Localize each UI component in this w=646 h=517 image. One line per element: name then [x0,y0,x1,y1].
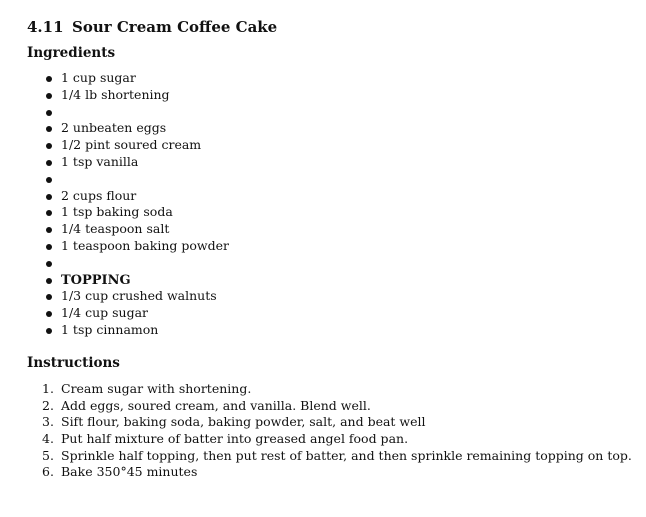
bullet-icon [46,110,52,116]
bullet-icon [46,93,52,99]
step-number: 5. [42,447,54,463]
step-number: 2. [42,397,54,413]
bullet-icon [46,328,52,334]
bullet-icon [46,294,52,300]
step-number: 4. [42,431,54,447]
ingredient-item: 1 cup sugar [0,70,229,87]
recipe-title-text: Sour Cream Coffee Cake [72,18,278,36]
ingredient-item: 1/4 teaspoon salt [0,221,229,238]
ingredient-item-empty [0,255,229,272]
ingredients-list [0,70,229,339]
instructions-heading: Instructions [27,355,120,371]
section-number: 4.11 [27,18,64,36]
ingredient-item-empty [0,104,229,121]
step-text: Sprinkle half topping, then put rest of batter, and then sprinkle remaining topping on top. [61,447,632,463]
bullet-icon [46,126,52,132]
step-text: Cream sugar with shortening. [61,381,252,396]
bullet-icon [46,227,52,233]
ingredient-item: 2 cups flour [0,188,229,205]
instruction-step [0,398,632,415]
step-text: Bake 350°45 minutes [61,464,198,480]
recipe-title [27,17,277,37]
ingredient-item: 1/4 lb shortening [0,87,229,104]
ingredient-item: 2 unbeaten eggs [0,120,229,137]
instruction-step [0,414,632,431]
ingredient-item: 1 tsp cinnamon [0,322,229,339]
instructions-list [0,381,632,481]
ingredient-item: 1 tsp vanilla [0,154,229,171]
ingredient-item-empty [0,171,229,188]
ingredient-item: 1/2 pint soured cream [0,137,229,154]
bullet-icon [46,261,52,267]
bullet-icon [46,76,52,82]
ingredients-heading: Ingredients [27,45,116,61]
step-number: 3. [42,414,54,430]
ingredient-item: 1 teaspoon baking powder [0,238,229,255]
bullet-icon [46,278,52,284]
bullet-icon [46,244,52,250]
step-number: 6. [42,464,54,480]
step-text: Add eggs, soured cream, and vanilla. Blend well. [61,397,371,413]
step-text: Put half mixture of batter into greased angel food pan. [61,431,409,447]
ingredient-group-heading: TOPPING [0,272,229,289]
ingredient-item: 1/3 cup crushed walnuts [0,288,229,305]
bullet-icon [46,143,52,149]
bullet-icon [46,311,52,317]
instruction-step [0,431,632,448]
step-text: Sift flour, baking soda, baking powder, salt, and beat well [61,414,426,430]
step-number: 1. [42,381,54,396]
instruction-step [0,448,632,465]
bullet-icon [46,177,52,183]
bullet-icon [46,210,52,216]
ingredient-item: 1/4 cup sugar [0,305,229,322]
instruction-step [0,464,632,481]
bullet-icon [46,160,52,166]
bullet-icon [46,194,52,200]
ingredient-item: 1 tsp baking soda [0,204,229,221]
instruction-step [0,381,632,398]
